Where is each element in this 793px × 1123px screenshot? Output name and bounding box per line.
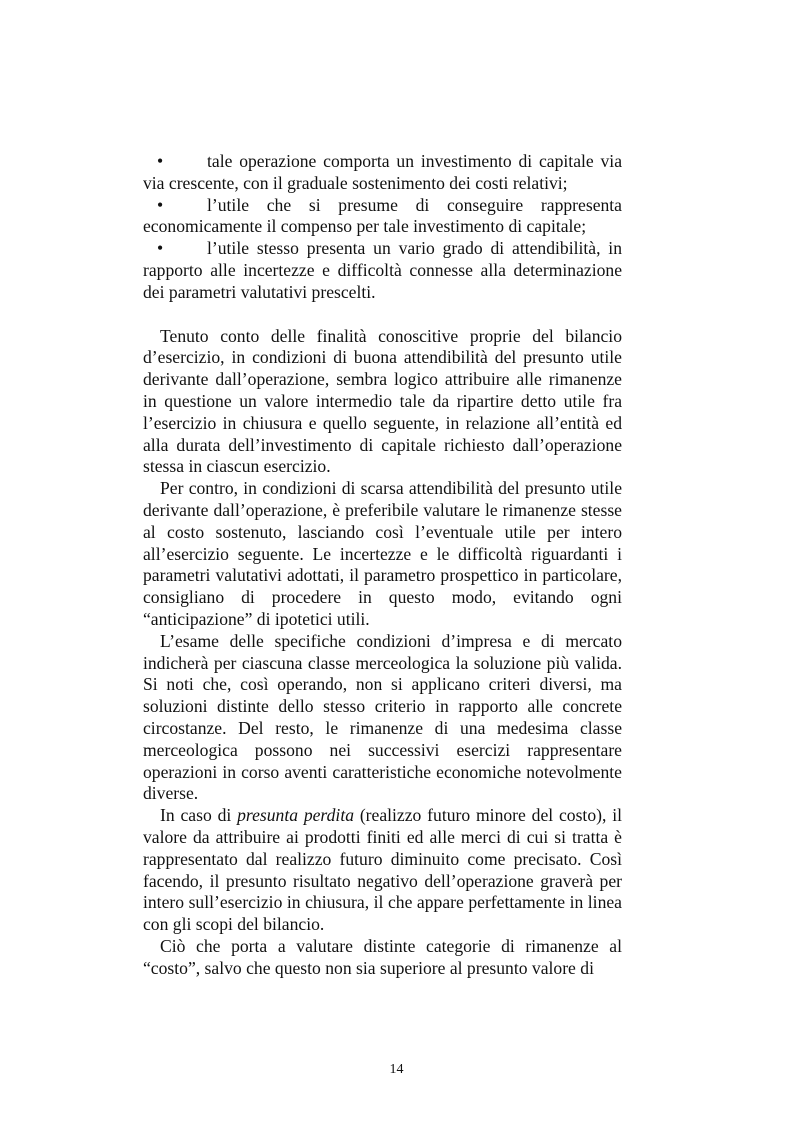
bullet-item <box>143 195 622 239</box>
paragraph-4 <box>143 805 622 936</box>
bullet-icon: • <box>157 194 164 215</box>
paragraph-5: Ciò che porta a valutare distinte categorie di rimanenze al “costo”, salvo che questo non sia superiore al presunto valore di <box>143 935 622 978</box>
paragraph-3: L’esame delle specifiche condizioni d’impresa e di mercato indicherà per ciascuna classe merceologica la soluzione più valida. Si noti che, così operando, non si applicano criteri diversi, ma soluzioni distinte dello stesso criterio in rapporto alle concrete circostanze. Del resto, le rimanenze di una medesima classe merceologica possono nei successivi esercizi rappresentare operazioni in corso aventi caratteristiche economiche notevolmente diverse. <box>143 630 622 804</box>
page-body <box>143 151 622 979</box>
paragraph-4-emphasis: presunta perdita <box>237 805 354 826</box>
paragraph-4-start: In caso di <box>160 805 238 826</box>
bullet-text: l’utile stesso presenta un vario grado di attendibilità, in rapporto alle incertezze e difficoltà connesse alla determinazione dei parametri valutativi prescelti. <box>143 238 622 302</box>
section-spacer <box>143 304 622 326</box>
bullet-item <box>143 151 622 195</box>
bullet-icon: • <box>157 151 164 171</box>
page-number: 14 <box>389 1062 404 1077</box>
bullet-icon: • <box>157 238 164 259</box>
bullet-text: l’utile che si presume di conseguire rappresenta economicamente il compenso per tale investimento di capitale; <box>143 194 622 237</box>
paragraph-4-end: (realizzo futuro minore del costo), il valore da attribuire ai prodotti finiti ed alle merci di cui si tratta è rappresentato dal realizzo futuro diminuito come precisato. Così facendo, il presunto risultato negativo dell’operazione graverà per intero sull’esercizio in chiusura, il che appare perfettamente in linea con gli scopi del bilancio. <box>143 805 622 935</box>
paragraph-1: Tenuto conto delle finalità conoscitive proprie del bilancio d’esercizio, in condizioni di buona attendibilità del presunto utile derivante dall’operazione, sembra logico attribuire alle rimanenze in questione un valore intermedio tale da ripartire detto utile fra l’esercizio in chiusura e quello seguente, in relazione all’entità ed alla durata dell’investimento di capitale richiesto dall’operazione stessa in ciascun esercizio. <box>143 325 622 477</box>
bullet-text: tale operazione comporta un investimento di capitale via via crescente, con il graduale sostenimento dei costi relativi; <box>143 151 622 193</box>
paragraph-2: Per contro, in condizioni di scarsa attendibilità del presunto utile derivante dall’operazione, è preferibile valutare le rimanenze stesse al costo sostenuto, lasciando così l’eventuale utile per intero all’esercizio seguente. Le incertezze e le difficoltà riguardanti i parametri valutativi adottati, il parametro prospettico in particolare, consigliano di procedere in questo modo, evitando ogni “anticipazione” di ipotetici utili. <box>143 478 622 629</box>
bullet-item <box>143 238 622 303</box>
